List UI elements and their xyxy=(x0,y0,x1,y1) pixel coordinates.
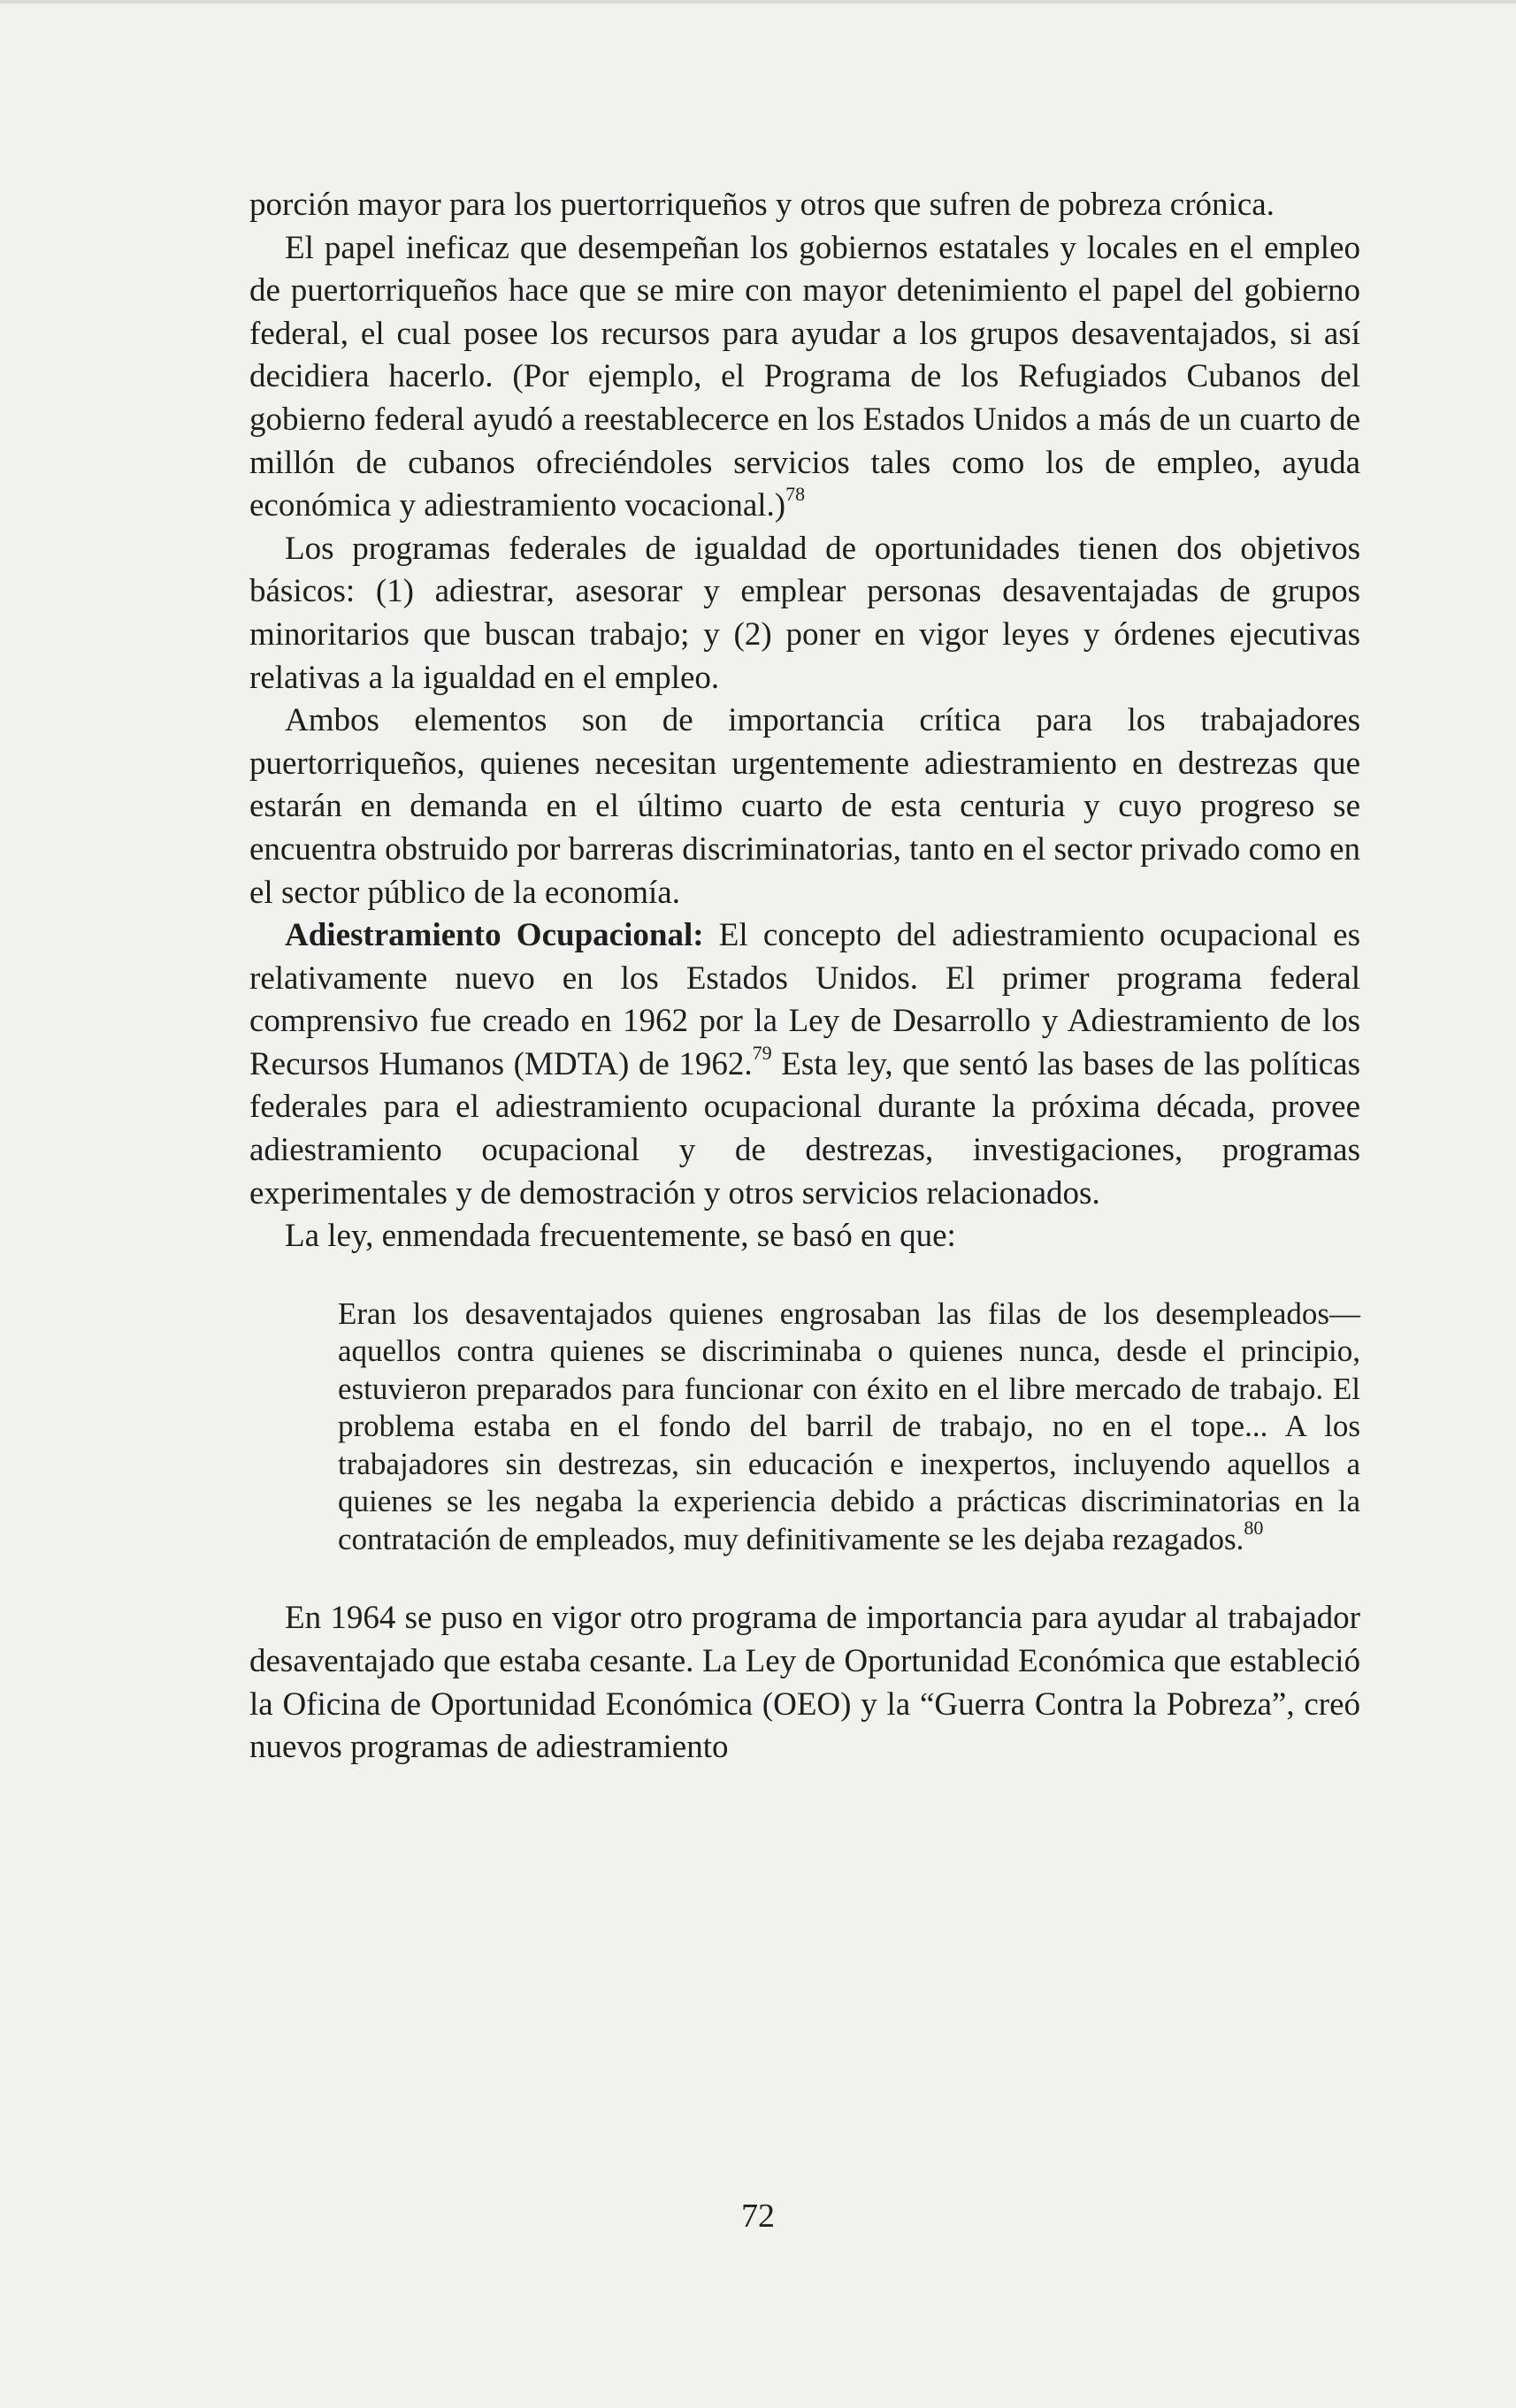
paragraph-5 xyxy=(249,914,1360,1215)
body-text xyxy=(249,184,1360,1770)
paragraph-5-text-a: El concepto del adiestramiento ocupacional es relativamente nuevo en los Estados Unidos. El primer programa federal comprensivo fue creado en 1962 por la Ley de Desarrollo y Adiestramiento de los Recursos Humanos (MDTA) de 1962. xyxy=(249,917,1360,1082)
block-quote xyxy=(338,1296,1360,1559)
paragraph-2-text: El papel ineficaz que desempeñan los gobiernos estatales y locales en el empleo de puertorriqueños hace que se mire con mayor detenimiento el papel del gobierno federal, el cual posee los recursos para ayudar a los grupos desaventajados, si así decidiera hacerlo. (Por ejemplo, el Programa de los Refugiados Cubanos del gobierno federal ayudó a reestablecerce en los Estados Unidos a más de un cuarto de millón de cubanos ofreciéndoles servicios tales como los de empleo, ayuda económica y adiestramiento vocacional.) xyxy=(249,229,1360,524)
paragraph-4: Ambos elementos son de importancia crítica para los trabajadores puertorriqueños, quienes necesitan urgentemente adiestramiento en destrezas que estarán en demanda en el último cuarto de esta centuria y cuyo progreso se encuentra obstruido por barreras discriminatorias, tanto en el sector privado como en el sector público de la economía. xyxy=(249,702,1360,911)
paragraph-6: La ley, enmendada frecuentemente, se basó en que: xyxy=(285,1218,956,1255)
page-number: 72 xyxy=(741,2198,775,2235)
paragraph-5-text-b: Esta ley, que sentó las bases de las políticas federales para el adiestramiento ocupacional durante la próxima década, provee adiestramiento ocupacional y de destrezas, investigaciones, programas experimentales y de demostración y otros servicios relacionados. xyxy=(249,1045,1360,1212)
paragraph-2 xyxy=(249,227,1360,528)
footnote-ref-79: 79 xyxy=(752,1041,772,1064)
paragraph-1: porción mayor para los puertorriqueños y otros que sufren de pobreza crónica. xyxy=(249,187,1275,223)
quote-text: Eran los desaventajados quienes engrosaban las filas de los desempleados—aquellos contra quienes se discriminaba o quienes nunca, desde el principio, estuvieron preparados para funcionar con éxito en el libre mercado de trabajo. El problema estaba en el fondo del barril de trabajo, no en el tope... A los trabajadores sin destrezas, sin educación e inexpertos, incluyendo aquellos a quienes se les negaba la experiencia debido a prácticas discriminatorias en la contratación de empleados, muy definitivamente se les dejaba rezagados. xyxy=(338,1296,1360,1556)
section-heading-adiestramiento: Adiestramiento Ocupacional: xyxy=(285,917,704,954)
footnote-ref-78: 78 xyxy=(785,482,806,505)
footnote-ref-80: 80 xyxy=(1244,1517,1264,1540)
paragraph-7: En 1964 se puso en vigor otro programa de importancia para ayudar al trabajador desaventajado que estaba cesante. La Ley de Oportunidad Económica que estableció la Oficina de Oportunidad Económica (OEO) y la “Guerra Contra la Pobreza”, creó nuevos programas de adiestramiento xyxy=(249,1600,1360,1766)
paragraph-3: Los programas federales de igualdad de oportunidades tienen dos objetivos básicos: (1) adiestrar, asesorar y emplear personas desaventajadas de grupos minoritarios que buscan trabajo; y (2) poner en vigor leyes y órdenes ejecutivas relativas a la igualdad en el empleo. xyxy=(249,530,1360,696)
page-top-edge xyxy=(0,0,1516,4)
